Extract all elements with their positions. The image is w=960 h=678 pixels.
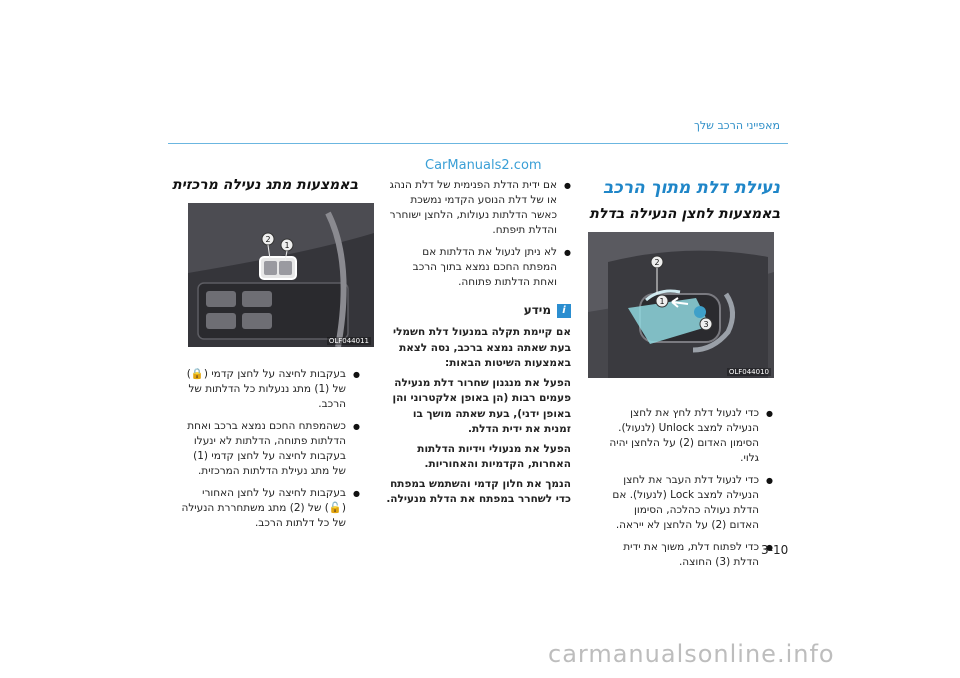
list-item: ● לא ניתן לנעול את הדלתות אם המפתח החכם נמצא בתוך הרכב ואחת הדלתות פתוחה.	[386, 245, 571, 290]
photo-caption: OLF044010	[728, 368, 769, 376]
list-item: ● בעקבות לחיצה על לחצן האחורי (🔓) של (2) מתג משתחררת הנעילה של כל דלתות הרכב.	[180, 486, 360, 531]
list-item: ● אם ידית הדלת הפנימית של דלת הנהג או של דלת הנוסע הקדמי נמשכת כאשר הדלתות נעולות, הלחצן ישוחרר והדלת תיפתח.	[386, 178, 571, 238]
header-divider	[168, 143, 788, 144]
running-header: מאפייני הרכב שלך	[694, 119, 780, 132]
note-paragraph: הנמך את חלון קדמי והשתמש במפתח כדי לשחרר במפתח את הדלת מנעילה.	[386, 477, 571, 505]
info-note-title: מידע	[523, 303, 551, 317]
note-paragraph: אם קיימת תקלה במנעול דלת חשמלי בעת שאתה נמצא ברכב, נסה לצאת באמצעות השיטות הבאות:	[392, 326, 571, 369]
central-lock-instructions	[180, 367, 360, 538]
footer-brand[interactable]: carmanualsonline.info	[548, 640, 835, 668]
door-handle-illustration	[588, 232, 774, 378]
callout-1: 1	[659, 297, 665, 306]
info-note-heading	[386, 303, 571, 318]
lock-button-instructions	[603, 406, 773, 577]
watermark-link[interactable]: CarManuals2.com	[425, 158, 542, 173]
section-title: נעילת דלת מתוך הרכב	[602, 178, 780, 198]
list-item: ● כדי לנעול דלת לחץ את לחצן הנעילה למצב Unlock (לנעול). הסימון האדום (2) על הלחצן יהיה גלוי.	[603, 406, 773, 466]
callout-2: 2	[265, 235, 271, 244]
callout-3: 3	[703, 320, 709, 329]
inner-handle-notes	[386, 178, 571, 297]
list-item: ● כדי לפתוח דלת, משוך את ידית הדלת (3) החוצה.	[603, 540, 773, 570]
note-paragraph: הפעל את מנעולי וידיות הדלתות האחרות, הקדמיות והאחוריות.	[417, 442, 571, 470]
subtitle-door-lock-button: באמצעות לחצן הנעילה בדלת	[589, 206, 780, 222]
list-item: ● בעקבות לחיצה על לחצן קדמי (🔒) של (1) מתג ננעלות כל הדלתות של הרכב.	[180, 367, 360, 412]
list-item: ● כשהמפתח החכם נמצא ברכב ואחת הדלתות פתוחה, הדלתות לא ינעלו בעקבות לחיצה על לחצן קדמי (1) של מתג נעילת הדלתות המרכזית.	[180, 419, 360, 479]
subtitle-central-lock-switch: באמצעות מתג נעילה מרכזית	[172, 177, 358, 193]
info-icon: i	[557, 304, 571, 318]
callout-2: 2	[654, 258, 660, 267]
callout-1: 1	[284, 241, 290, 250]
central-lock-switch-photo	[188, 203, 374, 347]
note-paragraph: הפעל את מנגנון שחרור דלת מנעילה פעמים רבות (הן באופן אלקטרוני והן באופן ידני), בעת שאתה מושך בו זמנית את ידית הדלת.	[392, 376, 571, 435]
page-number: 3-10	[761, 543, 789, 557]
photo-caption: OLF044011	[328, 337, 369, 345]
list-item: ● כדי לנעול דלת העבר את לחצן הנעילה למצב Lock (לנעול). אם הדלת נעולה כהלכה, הסימון האדום (2) על הלחצן לא ייראה.	[603, 473, 773, 533]
door-handle-photo	[588, 232, 774, 378]
info-note-body	[386, 325, 571, 512]
switch-panel-illustration	[188, 203, 374, 347]
